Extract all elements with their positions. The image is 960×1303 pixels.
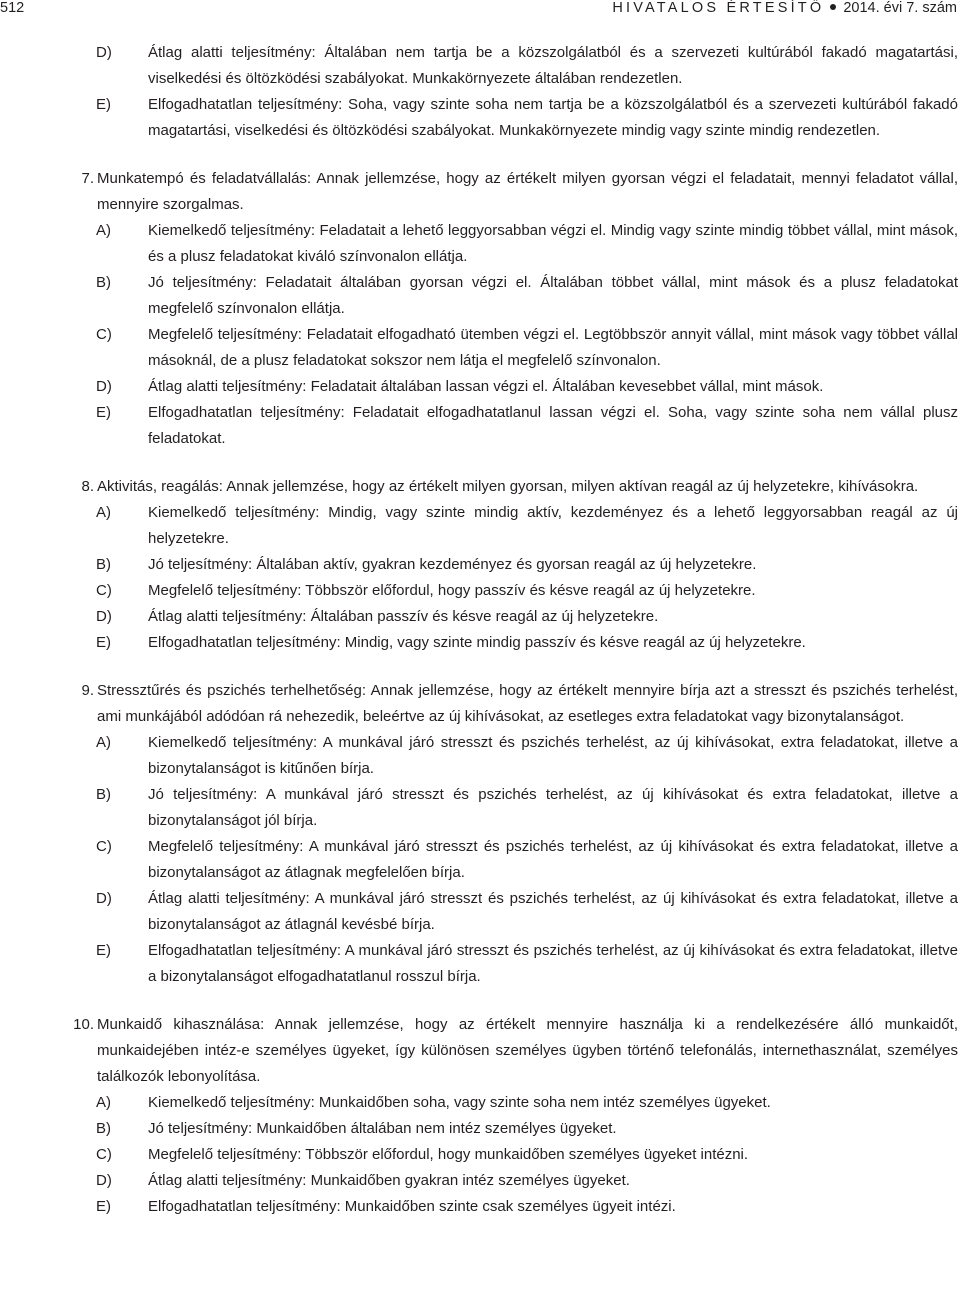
rating-letter: D) <box>96 378 112 395</box>
rating-item-d <box>0 886 958 938</box>
criterion-text: Munkaidő kihasználása: Annak jellemzése, hogy az értékelt mennyire használja ki a rendelkezésére álló munkaidőt, munkaidejében intéz-e személyes ügyeket, így különösen személyes ügyben történő telefonálás, internethasználat, személyes találkozók lebonyolítása. <box>97 1016 958 1085</box>
rating-text: Kiemelkedő teljesítmény: Feladatait a lehető leggyorsabban végzi el. Mindig vagy szinte mindig többet vállal, mint mások, és a plusz feladatokat kiváló színvonalon ellátja. <box>148 222 958 265</box>
rating-item-b <box>0 270 958 322</box>
rating-item-c <box>0 322 958 374</box>
criterion-number: 7. <box>81 170 94 187</box>
rating-item-b <box>0 1116 958 1142</box>
spacer <box>0 144 958 166</box>
rating-letter: D) <box>96 44 112 61</box>
rating-item-d <box>0 1168 958 1194</box>
rating-item-c <box>0 834 958 886</box>
running-header <box>612 0 957 16</box>
rating-letter: C) <box>96 1146 112 1163</box>
rating-item-a <box>0 500 958 552</box>
rating-text: Átlag alatti teljesítmény: Általában nem tartja be a közszolgálatból és a szervezeti kultúrából fakadó magatartási, viselkedési és öltözködési szabályokat. Munkakörnyezete általában rendezetlen. <box>148 44 958 87</box>
rating-item-c <box>0 578 958 604</box>
criterion-text: Munkatempó és feladatvállalás: Annak jellemzése, hogy az értékelt milyen gyorsan végzi el feladatait, mennyi feladatot vállal, mennyire szorgalmas. <box>97 170 958 213</box>
rating-text: Kiemelkedő teljesítmény: A munkával járó stresszt és pszichés terhelést, az új kihívásokat, extra feladatokat, illetve a bizonytalanságot is kitűnően bírja. <box>148 734 958 777</box>
rating-item-a <box>0 218 958 270</box>
section-8 <box>0 474 958 656</box>
rating-text: Megfelelő teljesítmény: Többször előfordul, hogy munkaidőben személyes ügyeket intézni. <box>148 1146 749 1163</box>
criterion-intro <box>0 1012 958 1090</box>
rating-item-e <box>0 400 958 452</box>
rating-letter: A) <box>96 1094 111 1111</box>
rating-letter: C) <box>96 326 112 343</box>
criterion-intro <box>0 474 958 500</box>
rating-text: Jó teljesítmény: Feladatait általában gyorsan végzi el. Általában többet vállal, mint mások és a plusz feladatokat megfelelő színvonalon ellátja. <box>148 274 958 317</box>
rating-letter: A) <box>96 734 111 751</box>
criterion-text: Stressztűrés és pszichés terhelhetőség: Annak jellemzése, hogy az értékelt mennyire bírja azt a stresszt és pszichés terhelést, ami munkájából adódóan rá nehezedik, beleértve az új kihívásokat, az esetleges extra feladatokat vagy bizonytalanságot. <box>97 682 958 725</box>
rating-text: Elfogadhatatlan teljesítmény: Feladatait elfogadhatatlanul lassan végzi el. Soha, vagy szinte soha nem vállal plusz feladatokat. <box>148 404 958 447</box>
spacer <box>0 656 958 678</box>
rating-item-e <box>0 92 958 144</box>
rating-text: Kiemelkedő teljesítmény: Munkaidőben soha, vagy szinte soha nem intéz személyes ügyeket. <box>148 1094 771 1111</box>
section-9 <box>0 678 958 990</box>
rating-item-a <box>0 730 958 782</box>
criterion-intro <box>0 166 958 218</box>
rating-text: Megfelelő teljesítmény: Többször előfordul, hogy passzív és késve reagál az új helyzetekre. <box>148 582 756 599</box>
rating-letter: B) <box>96 274 111 291</box>
rating-letter: B) <box>96 1120 111 1137</box>
rating-text: Elfogadhatatlan teljesítmény: Munkaidőben szinte csak személyes ügyeit intézi. <box>148 1198 676 1215</box>
section-7 <box>0 166 958 452</box>
rating-text: Megfelelő teljesítmény: A munkával járó stresszt és pszichés terhelést, az új kihívásokat és extra feladatokat, illetve a bizonytalanságot az átlagnak megfelelően bírja. <box>148 838 958 881</box>
spacer <box>0 990 958 1012</box>
rating-letter: C) <box>96 582 112 599</box>
section-continuation <box>0 40 958 144</box>
rating-text: Átlag alatti teljesítmény: A munkával járó stresszt és pszichés terhelést, az új kihívásokat és extra feladatokat, illetve a bizonytalanságot az átlagnál kevésbé bírja. <box>148 890 958 933</box>
rating-text: Átlag alatti teljesítmény: Munkaidőben gyakran intéz személyes ügyeket. <box>148 1172 630 1189</box>
rating-text: Elfogadhatatlan teljesítmény: A munkával járó stresszt és pszichés terhelést, az új kihívásokat és extra feladatokat, illetve a bizonytalanságot elfogadhatatlanul rosszul bírja. <box>148 942 958 985</box>
rating-letter: E) <box>96 942 111 959</box>
rating-letter: A) <box>96 504 111 521</box>
rating-item-d <box>0 40 958 92</box>
criterion-text: Aktivitás, reagálás: Annak jellemzése, hogy az értékelt milyen gyorsan, milyen aktívan reagál az új helyzetekre, kihívásokra. <box>97 478 919 495</box>
rating-item-e <box>0 630 958 656</box>
spacer <box>0 452 958 474</box>
rating-letter: D) <box>96 890 112 907</box>
rating-item-e <box>0 938 958 990</box>
rating-text: Jó teljesítmény: Általában aktív, gyakran kezdeményez és gyorsan reagál az új helyzetekre. <box>148 556 757 573</box>
rating-text: Elfogadhatatlan teljesítmény: Soha, vagy szinte soha nem tartja be a közszolgálatból és a szervezeti kultúrából fakadó magatartási, viselkedési és öltözködési szabályokat. Munkakörnyezete mindig vagy szinte mindig rendezetlen. <box>148 96 958 139</box>
criterion-number: 9. <box>81 682 94 699</box>
rating-item-a <box>0 1090 958 1116</box>
rating-letter: E) <box>96 404 111 421</box>
rating-letter: A) <box>96 222 111 239</box>
rating-letter: B) <box>96 786 111 803</box>
criterion-number: 10. <box>73 1016 94 1033</box>
rating-item-c <box>0 1142 958 1168</box>
page-header <box>0 0 960 18</box>
rating-text: Elfogadhatatlan teljesítmény: Mindig, vagy szinte mindig passzív és késve reagál az új helyzetekre. <box>148 634 806 651</box>
rating-item-d <box>0 604 958 630</box>
page-number: 512 <box>0 0 25 16</box>
section-10 <box>0 1012 958 1220</box>
rating-text: Megfelelő teljesítmény: Feladatait elfogadható ütemben végzi el. Legtöbbször annyit vállal, mint mások vagy többet vállal másoknál, de a plusz feladatokat sokszor nem látja el megfelelő színvonalon. <box>148 326 958 369</box>
rating-text: Átlag alatti teljesítmény: Általában passzív és késve reagál az új helyzetekre. <box>148 608 659 625</box>
rating-text: Jó teljesítmény: Munkaidőben általában nem intéz személyes ügyeket. <box>148 1120 617 1137</box>
rating-item-d <box>0 374 958 400</box>
bullet-separator <box>830 4 836 10</box>
issue-label: 2014. évi 7. szám <box>843 0 957 16</box>
document-body <box>0 40 958 1220</box>
criterion-intro <box>0 678 958 730</box>
rating-item-b <box>0 552 958 578</box>
rating-text: Átlag alatti teljesítmény: Feladatait általában lassan végzi el. Általában kevesebbet vállal, mint mások. <box>148 378 824 395</box>
criterion-number: 8. <box>81 478 94 495</box>
journal-title: HIVATALOS ÉRTESÍTŐ <box>612 0 825 16</box>
rating-item-e <box>0 1194 958 1220</box>
rating-letter: C) <box>96 838 112 855</box>
rating-letter: B) <box>96 556 111 573</box>
rating-letter: E) <box>96 634 111 651</box>
rating-letter: D) <box>96 608 112 625</box>
rating-letter: E) <box>96 96 111 113</box>
rating-item-b <box>0 782 958 834</box>
rating-letter: E) <box>96 1198 111 1215</box>
rating-letter: D) <box>96 1172 112 1189</box>
rating-text: Jó teljesítmény: A munkával járó stresszt és pszichés terhelést, az új kihívásokat és extra feladatokat, illetve a bizonytalanságot jól bírja. <box>148 786 958 829</box>
rating-text: Kiemelkedő teljesítmény: Mindig, vagy szinte mindig aktív, kezdeményez és a lehető leggyorsabban reagál az új helyzetekre. <box>148 504 958 547</box>
